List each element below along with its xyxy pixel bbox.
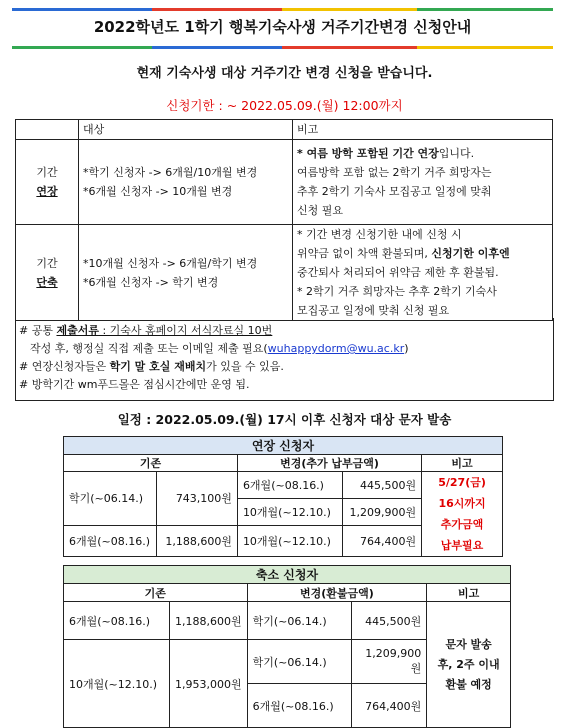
- shrink-col-before: 기존: [64, 584, 248, 602]
- shrink-table-title: 축소 신청자: [64, 566, 511, 584]
- header-target: 대상: [79, 120, 293, 140]
- table-row: 10개월(~12.10.) 1,209,900원: [64, 498, 503, 525]
- extend-col-before: 기존: [64, 455, 238, 472]
- table-row: 6개월(~08.16.) 764,400원: [64, 684, 511, 728]
- extend-table: [63, 436, 503, 557]
- shrink-note-cell: 문자 발송 후, 2주 이내 환불 예정: [427, 602, 511, 728]
- extend-note-cell: 5/27(금) 16시까지 추가금액 납부필요: [422, 472, 503, 557]
- note-foodmall: # 방학기간 wm푸드몰은 점심시간에만 운영 됨.: [19, 378, 250, 391]
- shrink-table: [63, 565, 511, 728]
- table-row: 6개월(~08.16.) 1,188,600원 학기(~06.14.) 445,500원 문자 발송 후, 2주 이내 환불 예정: [64, 602, 511, 640]
- extend-col-after: 변경(추가 납부금액): [237, 455, 421, 472]
- change-type-table: [15, 119, 553, 321]
- note-submit: 작성 후, 행정실 직접 제출 또는 이메일 제출 필요(wuhappydorm@wu.ac.kr): [30, 342, 409, 355]
- note-documents: # 공통 제출서류 : 기숙사 홈페이지 서식자료실 10번: [19, 324, 273, 337]
- table-corner: [16, 120, 79, 140]
- shorten-note: * 기간 변경 신청기한 내에 신청 시 위약금 없이 차액 환불되며, 신청기한 이후엔 중간퇴사 처리되어 위약금 제한 후 환불됨. * 2학기 거주 희망자는 추후 2학기 기숙사 모집공고 일정에 맞춰 신청 필요: [293, 225, 553, 321]
- extend-note: * 여름 방학 포함된 기간 연장입니다. 여름방학 포함 없는 2학기 거주 희망자는 추후 2학기 기숙사 모집공고 일정에 맞춰 신청 필요: [293, 140, 553, 225]
- extend-label: 기간 연장: [16, 140, 79, 225]
- extend-table-title: 연장 신청자: [64, 437, 503, 455]
- bottom-color-bar: [12, 46, 553, 49]
- table-row: 10개월(~12.10.) 1,953,000원 학기(~06.14.) 1,209,900원: [64, 640, 511, 684]
- shrink-col-after: 변경(환불금액): [247, 584, 427, 602]
- note-relocation: # 연장신청자들은 학기 말 호실 재배치가 있을 수 있음.: [19, 360, 284, 373]
- notes-frame: [15, 318, 554, 401]
- shrink-col-note: 비고: [427, 584, 511, 602]
- shorten-targets: *10개월 신청자 -> 6개월/학기 변경 *6개월 신청자 -> 학기 변경: [79, 225, 293, 321]
- table-row: 6개월(~08.16.) 1,188,600원 10개월(~12.10.) 764,400원: [64, 525, 503, 556]
- extend-col-note: 비고: [422, 455, 503, 472]
- subtitle: 현재 기숙사생 대상 거주기간 변경 신청을 받습니다.: [136, 66, 433, 81]
- shorten-label: 기간 단축: [16, 225, 79, 321]
- page-title: 2022학년도 1학기 행복기숙사생 거주기간변경 신청안내: [93, 18, 472, 36]
- deadline: 신청기한 : ~ 2022.05.09.(월) 12:00까지: [166, 98, 403, 113]
- top-color-bar: [12, 8, 553, 11]
- schedule: 일정 : 2022.05.09.(월) 17시 이후 신청자 대상 문자 발송: [117, 412, 452, 427]
- email-link[interactable]: wuhappydorm@wu.ac.kr: [267, 342, 405, 355]
- table-row: 학기(~06.14.) 743,100원 6개월(~08.16.) 445,500원 5/27(금) 16시까지 추가금액 납부필요: [64, 472, 503, 499]
- header-note: 비고: [293, 120, 553, 140]
- extend-targets: *학기 신청자 -> 6개월/10개월 변경 *6개월 신청자 -> 10개월 변경: [79, 140, 293, 225]
